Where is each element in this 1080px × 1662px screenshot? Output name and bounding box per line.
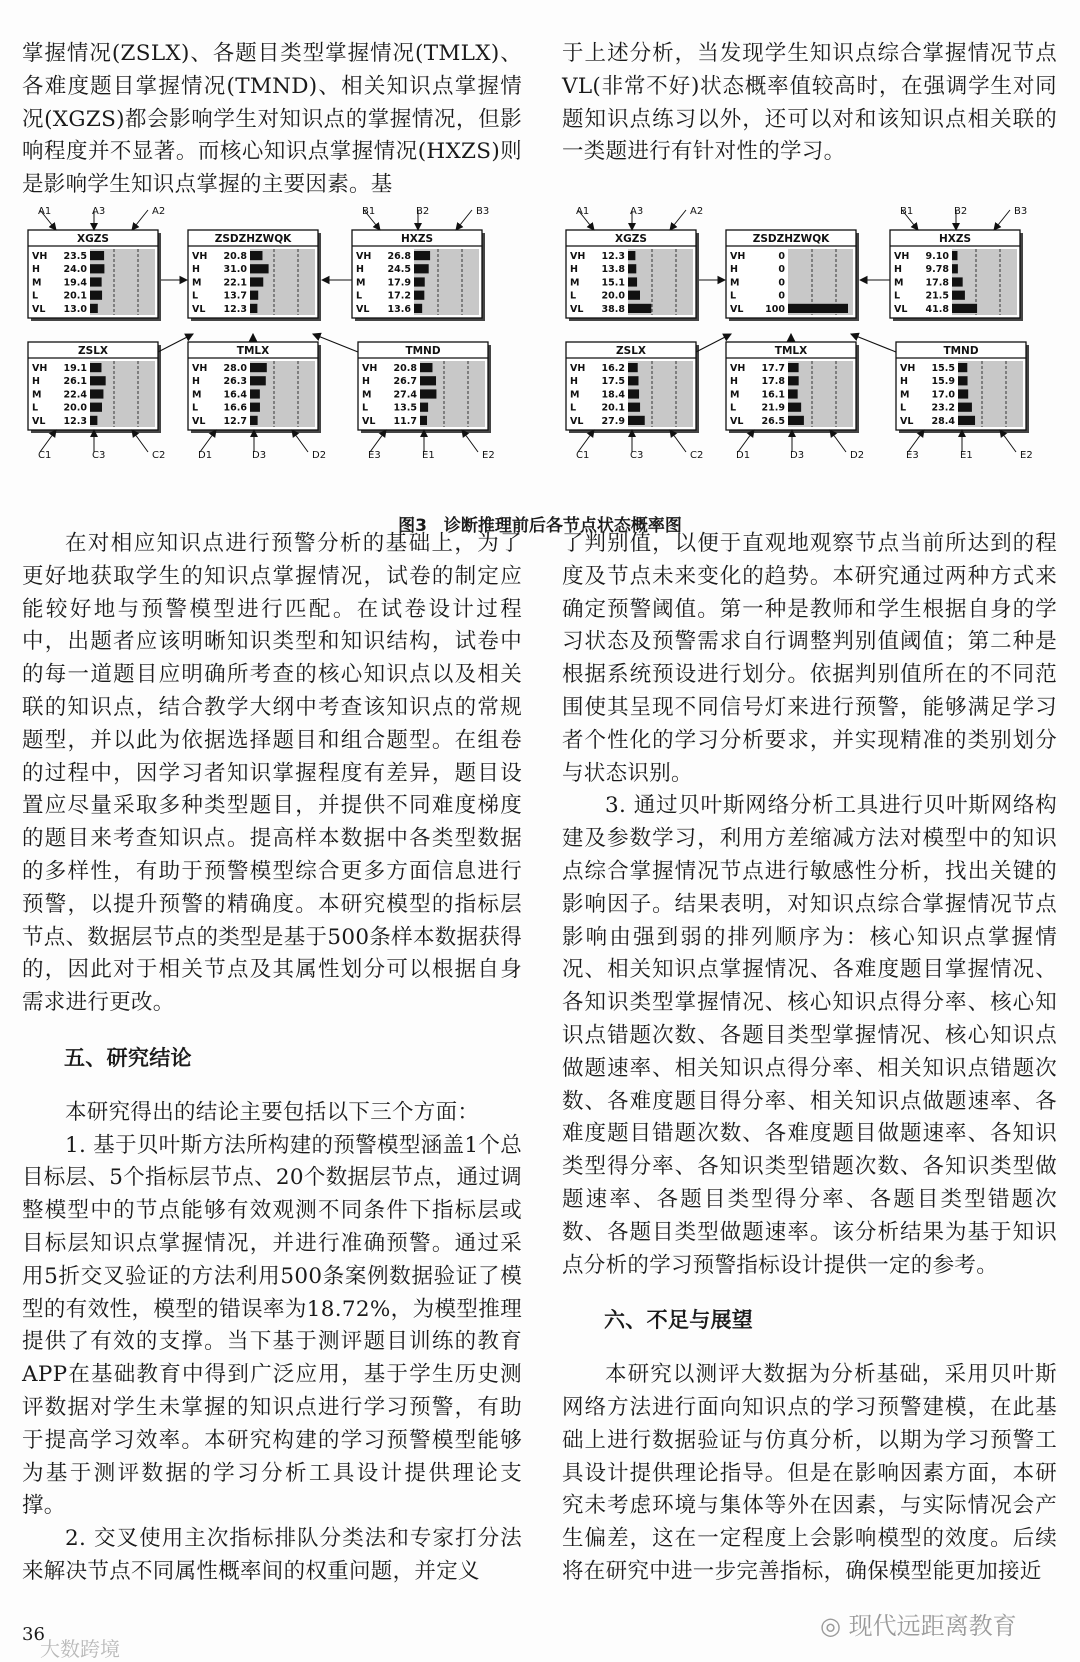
input-arrow <box>40 430 56 452</box>
node-tmnd <box>896 342 1033 461</box>
state-value: 26.3 <box>223 376 247 388</box>
arrow-label: C1 <box>576 450 590 461</box>
state-label: L <box>894 290 901 302</box>
state-value: 23.5 <box>63 251 87 262</box>
state-value: 16.1 <box>761 389 785 401</box>
state-label: H <box>730 264 738 276</box>
arrow-label: E3 <box>368 450 381 461</box>
node-hxzs <box>890 206 1027 321</box>
state-label: VL <box>900 415 914 427</box>
page-number: 36 <box>22 1624 45 1645</box>
probability-bar <box>90 376 106 385</box>
probability-bar <box>414 277 425 286</box>
arrow-label: D1 <box>736 450 751 461</box>
state-value: 16.4 <box>223 389 247 401</box>
state-label: VL <box>356 303 370 315</box>
state-value: 19.1 <box>63 363 87 374</box>
arrow-label: D3 <box>790 450 805 461</box>
input-arrow <box>908 430 924 452</box>
state-value: 13.6 <box>387 303 411 315</box>
probability-bar <box>952 291 965 300</box>
state-value: 15.9 <box>931 376 955 388</box>
probability-bar <box>90 416 97 425</box>
state-value: 12.3 <box>601 251 625 262</box>
probability-bar <box>414 291 424 300</box>
state-label: VH <box>192 363 208 374</box>
probability-bar <box>420 389 436 398</box>
input-arrow <box>738 430 754 452</box>
state-label: VH <box>570 251 586 262</box>
state-value: 20.0 <box>63 402 87 414</box>
state-label: VL <box>730 415 744 427</box>
arrow-label: C1 <box>38 450 52 461</box>
input-arrow <box>994 210 1010 230</box>
state-label: VL <box>730 303 744 315</box>
state-label: L <box>570 402 577 414</box>
probability-bar <box>250 376 266 385</box>
state-label: L <box>730 402 737 414</box>
state-label: L <box>192 402 199 414</box>
state-value: 20.1 <box>63 290 87 302</box>
probability-bar <box>90 389 103 398</box>
probability-bar <box>250 403 260 412</box>
state-label: H <box>192 376 200 388</box>
state-value: 38.8 <box>601 303 625 315</box>
arrow-label: B3 <box>476 206 490 217</box>
node-tmlx <box>726 342 864 461</box>
probability-bar <box>788 376 799 385</box>
state-value: 0 <box>778 264 785 276</box>
probability-bar <box>250 363 267 372</box>
state-value: 21.9 <box>761 402 785 414</box>
probability-bar <box>90 264 104 273</box>
probability-bar <box>788 389 798 398</box>
arrow-label: E1 <box>960 450 973 461</box>
state-label: M <box>730 389 740 401</box>
state-label: VL <box>894 303 908 315</box>
probability-bar <box>628 277 637 286</box>
state-value: 24.0 <box>63 264 87 276</box>
state-label: L <box>32 402 39 414</box>
paragraph: 了判别值，以便于直观地观察节点当前所达到的程度及节点未来变化的趋势。本研究通过两种方式来确定预警阈值。第一种是教师和学生根据自身的学习状态及预警需求自行调整判别值阈值；第二种是根据系统预设进行划分。依据判别值所在的不同范围使其呈现不同信号灯来进行预警，能够满足学习者个性化的学习分析要求，并实现精准的类别划分与状态识别。 <box>562 531 1057 786</box>
state-label: M <box>570 277 580 289</box>
node-title: ZSLX <box>78 345 108 357</box>
arrow-label: B2 <box>416 206 430 217</box>
state-label: M <box>192 389 202 401</box>
arrow-label: D2 <box>850 450 865 461</box>
state-value: 21.5 <box>925 290 949 302</box>
node-xgzs <box>566 206 703 321</box>
state-value: 28.4 <box>931 415 955 427</box>
input-arrow <box>578 430 594 452</box>
probability-bar <box>958 389 968 398</box>
state-label: VL <box>192 303 206 315</box>
arrow-label: A1 <box>38 206 52 217</box>
probability-bar <box>628 264 636 273</box>
state-label: M <box>730 277 740 289</box>
node-zsdzhzwqk <box>188 230 321 321</box>
state-value: 12.3 <box>63 415 87 427</box>
state-label: H <box>32 264 40 276</box>
state-value: 23.2 <box>931 402 955 414</box>
arrow-label: A2 <box>690 206 704 217</box>
input-arrow <box>132 210 148 230</box>
input-arrow <box>292 430 308 452</box>
node-title: ZSLX <box>616 345 646 357</box>
state-label: H <box>730 376 738 388</box>
top-left-text <box>22 38 522 202</box>
state-value: 26.7 <box>393 376 417 388</box>
bottom-left-text <box>22 528 522 1589</box>
state-label: VL <box>570 303 584 315</box>
state-label: VL <box>32 303 46 315</box>
node-title: TMND <box>943 345 979 357</box>
state-value: 15.1 <box>601 277 625 289</box>
arrow-label: A3 <box>92 206 106 217</box>
probability-bar <box>958 416 975 425</box>
arrow-label: B3 <box>1014 206 1028 217</box>
state-value: 17.0 <box>931 389 955 401</box>
probability-bar <box>628 304 651 313</box>
state-label: VH <box>570 363 586 374</box>
section-heading-5: 五、研究结论 <box>64 1045 192 1070</box>
wechat-icon: ◎ <box>820 1612 849 1640</box>
arrow-label: C3 <box>630 450 644 461</box>
input-arrow <box>132 430 148 452</box>
state-label: VH <box>900 363 916 374</box>
arrow-label: E1 <box>422 450 435 461</box>
probability-bar <box>250 291 258 300</box>
state-label: L <box>730 290 737 302</box>
diagram-before-svg <box>22 206 522 496</box>
probability-bar <box>250 389 260 398</box>
probability-bar <box>628 251 635 260</box>
input-arrow <box>370 430 386 452</box>
arrow-label: E3 <box>906 450 919 461</box>
state-label: M <box>900 389 910 401</box>
state-value: 9.10 <box>925 251 949 262</box>
state-label: H <box>900 376 908 388</box>
input-arrow <box>670 210 686 230</box>
state-label: VH <box>894 251 910 262</box>
state-value: 16.6 <box>223 402 247 414</box>
probability-bar <box>420 416 427 425</box>
state-value: 28.0 <box>223 363 247 374</box>
probability-bar <box>90 291 102 300</box>
state-label: L <box>362 402 369 414</box>
arrow-label: D2 <box>312 450 327 461</box>
node-title: XGZS <box>77 233 109 245</box>
probability-bar <box>414 251 430 260</box>
input-arrow <box>200 430 216 452</box>
node-hxzs <box>352 206 489 321</box>
probability-bar <box>952 277 963 286</box>
probability-bar <box>414 264 429 273</box>
probability-bar <box>628 416 645 425</box>
state-value: 16.2 <box>601 363 625 374</box>
node-title: TMND <box>405 345 441 357</box>
state-label: H <box>570 264 578 276</box>
state-value: 27.9 <box>601 415 625 427</box>
state-label: H <box>362 376 370 388</box>
state-label: L <box>570 290 577 302</box>
paragraph: 1. 基于贝叶斯方法所构建的预警模型涵盖1个总目标层、5个指标层节点、20个数据层节点，通过调整模型中的节点能够有效观测不同条件下指标层或目标层知识点掌握情况，并进行准确预警。通过采用5折交叉验证的方法利用500条案例数据验证了模型的有效性，模型的错误率为18.72%，为模型推理提供了有效的支撑。当下基于测评题目训练的教育APP在基础教育中得到广泛应用，基于学生历史测评数据对学生未掌握的知识点进行学习预警，有助于提高学习效率。本研究构建的学习预警模型能够为基于测评数据的学习分析工具设计提供理论支撑。 <box>22 1132 522 1519</box>
state-label: M <box>894 277 904 289</box>
state-value: 31.0 <box>223 264 247 276</box>
state-value: 26.1 <box>63 376 87 388</box>
probability-bar <box>250 416 258 425</box>
state-label: M <box>356 277 366 289</box>
arrow-label: B1 <box>362 206 376 217</box>
input-arrow <box>1000 430 1016 452</box>
state-label: H <box>894 264 902 276</box>
state-value: 24.5 <box>387 264 411 276</box>
state-value: 15.5 <box>931 363 955 374</box>
state-value: 17.8 <box>761 376 785 388</box>
node-xgzs <box>28 206 165 321</box>
state-value: 100 <box>765 303 785 315</box>
state-label: L <box>356 290 363 302</box>
arrow-label: A3 <box>630 206 644 217</box>
state-label: L <box>900 402 907 414</box>
state-value: 9.78 <box>925 264 949 276</box>
state-label: VL <box>362 415 376 427</box>
probability-bar <box>250 251 262 260</box>
probability-bar <box>788 363 799 372</box>
state-value: 12.3 <box>223 303 247 315</box>
state-value: 20.1 <box>601 402 625 414</box>
state-value: 26.5 <box>761 415 785 427</box>
state-value: 26.8 <box>387 251 411 262</box>
state-value: 0 <box>778 251 785 262</box>
probability-bar <box>420 403 428 412</box>
probability-bar <box>628 363 638 372</box>
probability-bar <box>628 376 639 385</box>
bottom-right-text <box>562 528 1057 1589</box>
state-value: 17.7 <box>761 363 785 374</box>
node-title: ZSDZHZWQK <box>752 233 830 245</box>
paragraph: 本研究得出的结论主要包括以下三个方面： <box>65 1099 480 1125</box>
arrow-label: E2 <box>1020 450 1033 461</box>
state-label: VH <box>192 251 208 262</box>
probability-bar <box>90 304 98 313</box>
probability-bar <box>420 363 432 372</box>
probability-bar <box>628 389 639 398</box>
state-label: H <box>192 264 200 276</box>
state-label: VH <box>32 363 48 374</box>
state-label: VH <box>356 251 372 262</box>
watermark-left <box>40 1633 120 1662</box>
section-heading-6: 六、不足与展望 <box>604 1308 754 1333</box>
probability-bar <box>90 363 101 372</box>
probability-bar <box>788 403 801 412</box>
paragraph: 在对相应知识点进行预警分析的基础上，为了更好地获取学生的知识点掌握情况，试卷的制定应能较好地与预警模型进行匹配。在试卷设计过程中，出题者应该明晰知识类型和知识结构，试卷中的每一道题目应明确所考查的核心知识点以及相关联的知识点，结合教学大纲中考查该知识点的常规题型，并以此为依据选择题目和组合题型。在组卷的过程中，因学习者知识掌握程度有差异，题目设置应尽量采取多种类型题目，并提供不同难度梯度的题目来考查知识点。提高样本数据中各类型数据的多样性，有助于预警模型综合更多方面信息进行预警，以提升预警的精确度。本研究模型的指标层节点、数据层节点的类型是基于500条样本数据获得的，因此对于相关节点及其属性划分可以根据自身需求进行更改。 <box>22 531 522 1016</box>
node-title: HXZS <box>938 233 972 245</box>
state-label: M <box>362 389 372 401</box>
state-value: 13.0 <box>63 303 87 315</box>
input-arrow <box>830 430 846 452</box>
probability-bar <box>250 304 257 313</box>
arrow-label: C3 <box>92 450 106 461</box>
arrow-label: C2 <box>690 450 704 461</box>
state-value: 19.4 <box>63 277 87 289</box>
state-label: VH <box>32 251 48 262</box>
state-value: 17.2 <box>387 290 411 302</box>
probability-bar <box>788 304 848 313</box>
probability-bar <box>958 376 968 385</box>
state-label: L <box>192 290 199 302</box>
state-value: 18.4 <box>601 389 625 401</box>
paragraph: 2. 交叉使用主次指标排队分类法和专家打分法来解决节点不同属性概率间的权重问题，并定义 <box>22 1526 522 1584</box>
node-title: TMLX <box>236 345 270 357</box>
node-zslx <box>566 342 703 461</box>
node-tmlx <box>188 342 326 461</box>
diagram-after-svg <box>560 206 1060 496</box>
arrow-label: B1 <box>900 206 914 217</box>
arrow-label: B2 <box>954 206 968 217</box>
state-label: H <box>32 376 40 388</box>
state-value: 11.7 <box>393 415 417 427</box>
node-zsdzhzwqk <box>726 230 859 321</box>
state-value: 0 <box>778 277 785 289</box>
paragraph: 3. 通过贝叶斯网络分析工具进行贝叶斯网络构建及参数学习，利用方差缩减方法对模型中的知识点综合掌握情况节点进行敏感性分析，找出关键的影响因子。结果表明，对知识点综合掌握情况节点影响由强到弱的排列顺序为：核心知识点掌握情况、相关知识点掌握情况、各难度题目掌握情况、各知识类型掌握情况、核心知识点得分率、核心知识点错题次数、各题目类型掌握情况、核心知识点做题速率、相关知识点得分率、相关知识点错题次数、各难度题目得分率、相关知识点做题速率、各难度题目错题次数、各难度题目做题速率、各知识类型得分率、各知识类型错题次数、各知识类型做题速率、各题目类型得分率、各题目类型错题次数、各题目类型做题速率。该分析结果为基于知识点分析的学习预警指标设计提供一定的参考。 <box>562 793 1057 1278</box>
watermark-left-text: 大数跨境 <box>40 1637 120 1661</box>
probability-bar <box>952 251 957 260</box>
arrow-label: D1 <box>198 450 213 461</box>
state-value: 0 <box>778 290 785 302</box>
state-label: VL <box>192 415 206 427</box>
node-zslx <box>28 342 165 461</box>
arrow-label: A2 <box>152 206 166 217</box>
input-arrow <box>670 430 686 452</box>
probability-bar <box>628 403 640 412</box>
probability-bar <box>250 264 269 273</box>
arrow-label: A1 <box>576 206 590 217</box>
state-label: M <box>32 389 42 401</box>
state-value: 20.0 <box>601 290 625 302</box>
diagram-before <box>22 206 522 496</box>
probability-bar <box>788 416 804 425</box>
state-value: 22.1 <box>223 277 247 289</box>
arrow-label: E2 <box>482 450 495 461</box>
state-value: 17.8 <box>925 277 949 289</box>
probability-bar <box>90 251 104 260</box>
node-tmnd <box>358 342 495 461</box>
state-label: H <box>570 376 578 388</box>
state-label: H <box>356 264 364 276</box>
state-label: VH <box>730 363 746 374</box>
state-value: 12.7 <box>223 415 247 427</box>
state-value: 13.5 <box>393 402 417 414</box>
probability-bar <box>250 277 263 286</box>
arrow-label: D3 <box>252 450 267 461</box>
state-value: 13.7 <box>223 290 247 302</box>
probability-bar <box>958 403 972 412</box>
state-value: 22.4 <box>63 389 87 401</box>
state-label: M <box>192 277 202 289</box>
probability-bar <box>414 304 422 313</box>
probability-bar <box>628 291 640 300</box>
state-value: 17.5 <box>601 376 625 388</box>
state-label: M <box>570 389 580 401</box>
input-arrow <box>456 210 472 230</box>
state-value: 27.4 <box>393 389 417 401</box>
node-title: HXZS <box>400 233 434 245</box>
probability-bar <box>90 403 102 412</box>
state-label: VL <box>570 415 584 427</box>
watermark-right <box>820 1606 1017 1641</box>
node-title: TMLX <box>774 345 808 357</box>
probability-bar <box>420 376 436 385</box>
diagram-after <box>560 206 1060 496</box>
state-value: 13.8 <box>601 264 625 276</box>
arrow-label: C2 <box>152 450 166 461</box>
probability-bar <box>952 304 977 313</box>
figure-caption: 图3 诊断推理前后各节点状态概率图 <box>398 516 682 536</box>
node-title: XGZS <box>615 233 647 245</box>
node-title: ZSDZHZWQK <box>214 233 292 245</box>
state-label: VL <box>32 415 46 427</box>
state-label: VH <box>730 251 746 262</box>
state-value: 17.9 <box>387 277 411 289</box>
probability-bar <box>90 277 102 286</box>
state-value: 20.8 <box>393 363 417 374</box>
state-label: L <box>32 290 39 302</box>
paragraph: 本研究以测评大数据为分析基础，采用贝叶斯网络方法进行面向知识点的学习预警建模，在此基础上进行数据验证与仿真分析，以期为学习预警工具设计提供理论指导。但是在影响因素方面，本研究未考虑环境与集体等外在因素，与实际情况会产生偏差，这在一定程度上会影响模型的效度。后续将在研究中进一步完善指标，确保模型能更加接近 <box>562 1362 1057 1584</box>
state-value: 20.8 <box>223 251 247 262</box>
probability-bar <box>952 264 958 273</box>
input-arrow <box>462 430 478 452</box>
top-right-paragraph: 于上述分析，当发现学生知识点综合掌握情况节点VL(非常不好)状态概率值较高时，在强调学生对同题知识点练习以外，还可以对和该知识点相关联的一类题进行有针对性的学习。 <box>562 41 1057 165</box>
top-right-text <box>562 38 1057 169</box>
state-label: VH <box>362 363 378 374</box>
state-value: 41.8 <box>925 303 949 315</box>
top-left-paragraph: 掌握情况(ZSLX)、各题目类型掌握情况(TMLX)、各难度题目掌握情况(TMND)、相关知识点掌握情况(XGZS)都会影响学生对知识点的掌握情况，但影响程度并不显著。而核心知识点掌握情况(HXZS)则是影响学生知识点掌握的主要因素。基 <box>22 41 522 198</box>
state-label: M <box>32 277 42 289</box>
watermark-right-text: 现代远距离教育 <box>848 1612 1017 1640</box>
probability-bar <box>958 363 967 372</box>
